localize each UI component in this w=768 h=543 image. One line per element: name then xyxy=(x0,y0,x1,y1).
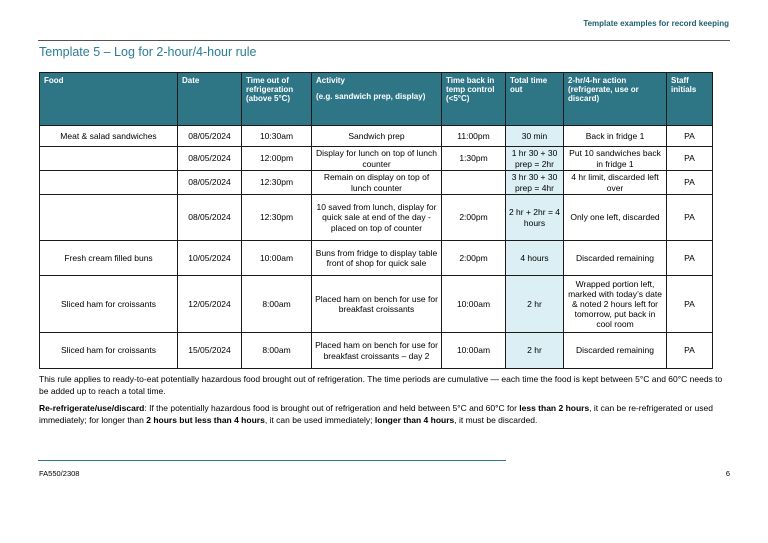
cell-time-out: 8:00am xyxy=(242,333,312,369)
cell-date: 15/05/2024 xyxy=(178,333,242,369)
cell-action: Wrapped portion left, marked with today’s date & noted 2 hours left for tomorrow, put back in cool room xyxy=(564,276,667,333)
col-header-activity: Activity (e.g. sandwich prep, display) xyxy=(312,73,442,126)
header-divider xyxy=(38,40,730,41)
cell-initials: PA xyxy=(667,333,713,369)
cell-date: 10/05/2024 xyxy=(178,241,242,276)
table-row xyxy=(40,333,713,369)
cell-action: 4 hr limit, discarded left over xyxy=(564,171,667,195)
cell-total-time: 1 hr 30 + 30 prep = 2hr xyxy=(506,147,564,171)
cell-total-time: 2 hr xyxy=(506,276,564,333)
page-title: Template 5 – Log for 2-hour/4-hour rule xyxy=(39,45,257,59)
cell-activity: Placed ham on bench for use for breakfast croissants – day 2 xyxy=(312,333,442,369)
cell-activity: Remain on display on top of lunch counter xyxy=(312,171,442,195)
cell-food: Fresh cream filled buns xyxy=(40,241,178,276)
cell-time-back: 10:00am xyxy=(442,276,506,333)
cell-time-out: 10:00am xyxy=(242,241,312,276)
cell-time-back: 2:00pm xyxy=(442,195,506,241)
cell-time-out: 12:00pm xyxy=(242,147,312,171)
cell-total-time: 30 min xyxy=(506,126,564,147)
cell-food xyxy=(40,147,178,171)
table-row xyxy=(40,147,713,171)
rule-actions: Re-refrigerate/use/discard: If the potentially hazardous food is brought out of refrigeration and held between 5°C and 60°C for less than 2 hours, it can be re-refrigerated or used immediately; for longer than 2 hours but less than 4 hours, it can be used immediately; longer than 4 hours, it must be discarded. xyxy=(39,403,713,425)
table-row xyxy=(40,241,713,276)
col-header-food: Food xyxy=(40,73,178,126)
footer-divider xyxy=(38,460,506,461)
cell-food xyxy=(40,195,178,241)
table-row xyxy=(40,276,713,333)
cell-date: 12/05/2024 xyxy=(178,276,242,333)
cell-total-time: 2 hr + 2hr = 4 hours xyxy=(506,195,564,241)
document-header-title: Template examples for record keeping xyxy=(583,19,729,28)
cell-action: Back in fridge 1 xyxy=(564,126,667,147)
cell-food: Meat & salad sandwiches xyxy=(40,126,178,147)
col-header-action: 2-hr/4-hr action (refrigerate, use or discard) xyxy=(564,73,667,126)
cell-action: Only one left, discarded xyxy=(564,195,667,241)
cell-date: 08/05/2024 xyxy=(178,147,242,171)
cell-time-out: 10:30am xyxy=(242,126,312,147)
page-number: 6 xyxy=(725,469,730,478)
cell-action: Put 10 sandwiches back in fridge 1 xyxy=(564,147,667,171)
table-row xyxy=(40,126,713,147)
col-header-date: Date xyxy=(178,73,242,126)
cell-activity: Placed ham on bench for use for breakfast croissants xyxy=(312,276,442,333)
col-header-time-out: Time out of refrigeration (above 5°C) xyxy=(242,73,312,126)
cell-activity: Buns from fridge to display table front of shop for quick sale xyxy=(312,241,442,276)
cell-time-back: 2:00pm xyxy=(442,241,506,276)
cell-initials: PA xyxy=(667,195,713,241)
cell-action: Discarded remaining xyxy=(564,241,667,276)
cell-total-time: 4 hours xyxy=(506,241,564,276)
cell-initials: PA xyxy=(667,241,713,276)
cell-date: 08/05/2024 xyxy=(178,195,242,241)
table-row xyxy=(40,195,713,241)
cell-time-back: 10:00am xyxy=(442,333,506,369)
col-header-activity-example: (e.g. sandwich prep, display) xyxy=(316,92,426,102)
cell-action: Discarded remaining xyxy=(564,333,667,369)
cell-activity: Display for lunch on top of lunch counter xyxy=(312,147,442,171)
cell-time-back: 11:00pm xyxy=(442,126,506,147)
cell-date: 08/05/2024 xyxy=(178,171,242,195)
table-row xyxy=(40,171,713,195)
cell-food xyxy=(40,171,178,195)
cell-time-out: 8:00am xyxy=(242,276,312,333)
table-header-row xyxy=(40,73,713,126)
col-header-total-time: Total time out xyxy=(506,73,564,126)
cell-total-time: 3 hr 30 + 30 prep = 4hr xyxy=(506,171,564,195)
cell-time-back: 1:30pm xyxy=(442,147,506,171)
col-header-initials: Staff initials xyxy=(667,73,713,126)
document-code: FA550/2308 xyxy=(39,469,80,478)
cell-initials: PA xyxy=(667,276,713,333)
cell-activity: Sandwich prep xyxy=(312,126,442,147)
col-header-time-back: Time back in temp control (<5°C) xyxy=(442,73,506,126)
log-table xyxy=(39,72,713,369)
cell-time-back xyxy=(442,171,506,195)
cell-food: Sliced ham for croissants xyxy=(40,333,178,369)
cell-initials: PA xyxy=(667,126,713,147)
rule-explanation: This rule applies to ready-to-eat potentially hazardous food brought out of refrigeration. The time periods are cumulative — each time the food is kept between 5°C and 60°C needs to be added up to reach a total time. xyxy=(39,374,723,396)
cell-total-time: 2 hr xyxy=(506,333,564,369)
cell-activity: 10 saved from lunch, display for quick sale at end of the day -placed on top of counter xyxy=(312,195,442,241)
cell-initials: PA xyxy=(667,171,713,195)
cell-initials: PA xyxy=(667,147,713,171)
cell-time-out: 12:30pm xyxy=(242,171,312,195)
cell-date: 08/05/2024 xyxy=(178,126,242,147)
cell-time-out: 12:30pm xyxy=(242,195,312,241)
cell-food: Sliced ham for croissants xyxy=(40,276,178,333)
